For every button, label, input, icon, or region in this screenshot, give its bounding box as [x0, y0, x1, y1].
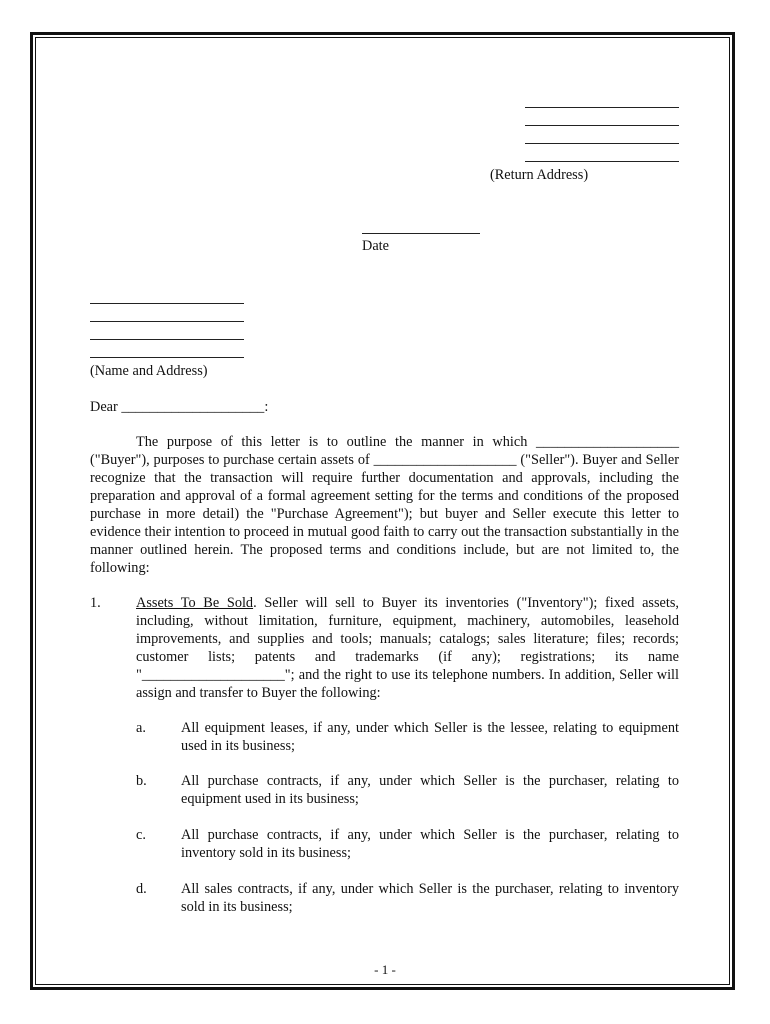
return-address-line-1[interactable] [525, 107, 679, 108]
salutation [90, 398, 268, 416]
item-text-d: All sales contracts, if any, under which Seller is the purchaser, relating to inventory sold in its business; [181, 881, 679, 915]
section-text: . Seller will sell to Buyer its inventories ("Inventory"); fixed assets, including, without limitation, furniture, equipment, machinery, automobiles, leasehold improvements, and supplies and tools; manuals; catalogs; sales literature; files; records; customer lists; patents and trademarks (if any); registrations; its name "____________________"; and the right to use its telephone numbers. In addition, Seller will assign and transfer to Buyer the following: [136, 595, 679, 701]
page-number: - 1 - [374, 962, 396, 977]
intro-paragraph [90, 433, 679, 577]
name-address-label: (Name and Address) [90, 363, 208, 379]
section-body [136, 594, 679, 702]
salutation-prefix: Dear [90, 399, 122, 415]
section-heading: Assets To Be Sold [136, 595, 254, 611]
recipient-line-3[interactable] [90, 339, 244, 340]
item-letter-c: c. [136, 827, 146, 843]
section-number: 1. [90, 595, 101, 611]
return-address-line-3[interactable] [525, 143, 679, 144]
date-line[interactable] [362, 233, 480, 234]
item-text-c: All purchase contracts, if any, under which Seller is the purchaser, relating to inventory sold in its business; [181, 827, 679, 861]
return-address-line-2[interactable] [525, 125, 679, 126]
date-label: Date [362, 238, 389, 254]
item-letter-d: d. [136, 881, 147, 897]
item-text-b: All purchase contracts, if any, under which Seller is the purchaser, relating to equipment used in its business; [181, 773, 679, 807]
item-letter-b: b. [136, 773, 147, 789]
intro-text: The purpose of this letter is to outline the manner in which ____________________ ("Buyer"), purposes to purchase certain assets of ____________________ ("Seller"). Buyer and Seller recognize that the transaction will require further documentation and approvals, including the preparation and approval of a formal agreement setting for the terms and conditions of the proposed purchase in more detail) the "Purchase Agreement"); but buyer and Seller execute this letter to evidence their intention to proceed in mutual good faith to carry out the transaction substantially in the manner outlined herein. The proposed terms and conditions include, but are not limited to, the following: [90, 434, 679, 576]
item-letter-a: a. [136, 720, 146, 736]
salutation-suffix: : [264, 399, 269, 415]
return-address-line-4[interactable] [525, 161, 679, 162]
recipient-line-2[interactable] [90, 321, 244, 322]
item-text-a: All equipment leases, if any, under which Seller is the lessee, relating to equipment used in its business; [181, 720, 679, 754]
recipient-line-4[interactable] [90, 357, 244, 358]
salutation-blank[interactable]: ____________________ [121, 399, 265, 415]
return-address-label: (Return Address) [490, 167, 589, 183]
recipient-line-1[interactable] [90, 303, 244, 304]
